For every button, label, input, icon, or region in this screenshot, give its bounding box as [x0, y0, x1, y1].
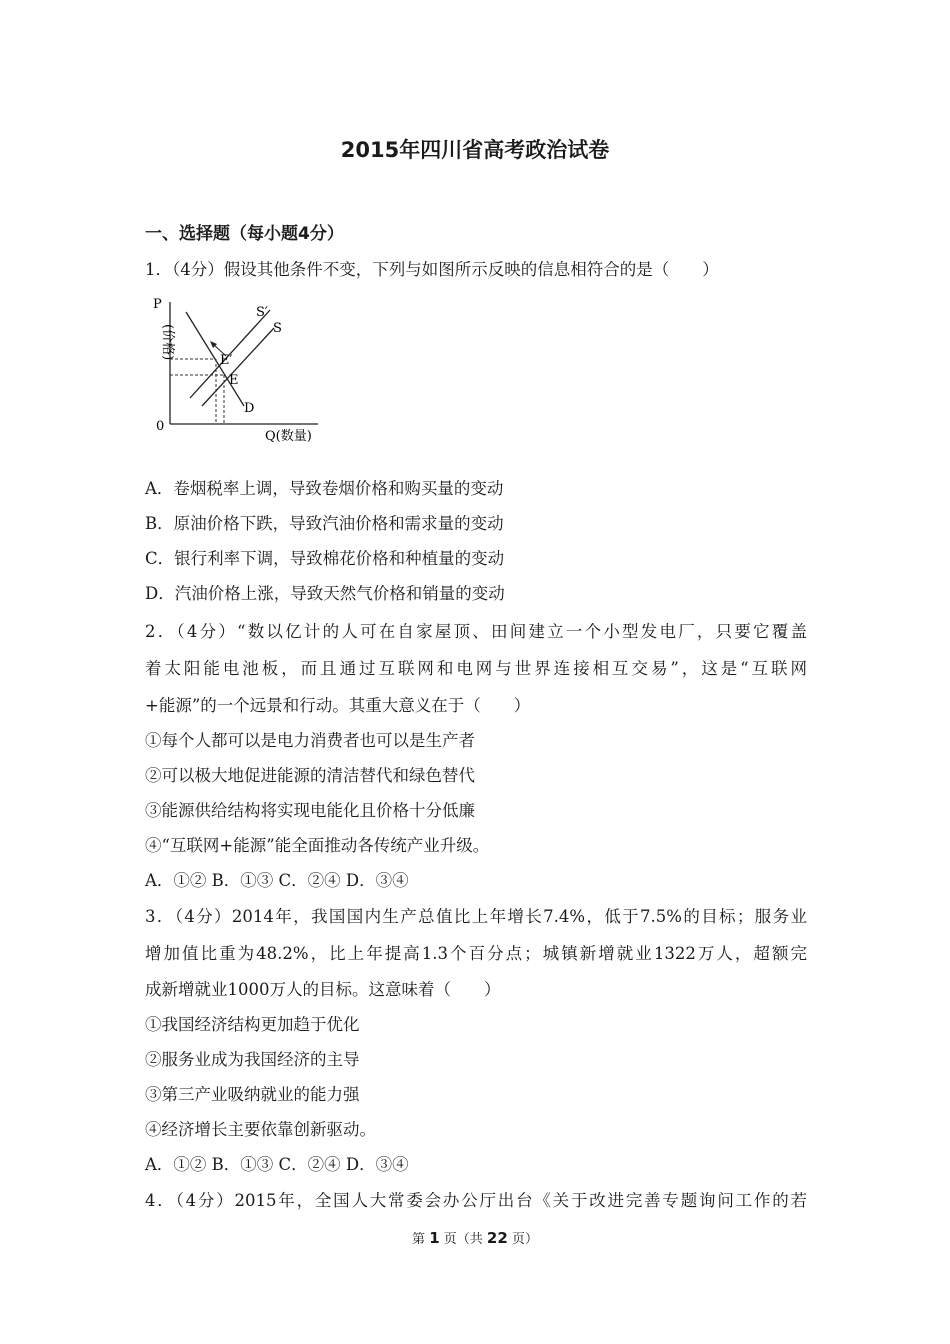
question-2-item-4: ④“互联网+能源”能全面推动各传统产业升级。 — [145, 836, 490, 855]
question-3-answer-options: A．①② B．①③ C．②④ D．③④ — [145, 1155, 409, 1174]
y-axis-label-cn: (价格) — [160, 324, 175, 361]
question-3-stem-line-1: 3．（4分）2014年，我国国内生产总值比上年增长7.4%，低于7.5%的目标；服务业 — [145, 907, 807, 926]
question-2-item-1: ①每个人都可以是电力消费者也可以是生产者 — [145, 731, 475, 750]
question-2-stem-line-2: 着太阳能电池板，而且通过互联网和电网与世界连接相互交易”，这是“互联网 — [145, 659, 807, 678]
question-1-option-d: D．汽油价格上涨，导致天然气价格和销量的变动 — [145, 584, 505, 603]
footer-total-pages: 22 — [486, 1229, 508, 1247]
footer-middle: 页（共 — [443, 1232, 483, 1247]
supply-curve-s — [202, 328, 274, 406]
footer-prefix: 第 — [412, 1232, 426, 1247]
question-2-stem-line-1: 2．（4分）“数以亿计的人可在自家屋顶、田间建立一个小型发电厂，只要它覆盖 — [145, 622, 807, 641]
question-3-stem-line-2: 增加值比重为48.2%，比上年提高1.3个百分点；城镇新增就业1322万人，超额完 — [145, 944, 807, 963]
question-2-item-3: ③能源供给结构将实现电能化且价格十分低廉 — [145, 801, 475, 820]
question-1-option-b: B．原油价格下跌，导致汽油价格和需求量的变动 — [145, 514, 504, 533]
section-heading: 一、选择题（每小题4分） — [145, 224, 344, 244]
question-3-item-1: ①我国经济结构更加趋于优化 — [145, 1015, 360, 1034]
question-1-option-c: C．银行利率下调，导致棉花价格和种植量的变动 — [145, 549, 505, 568]
label-s: S — [273, 321, 282, 336]
question-3-stem-line-3: 成新增就业1000万人的目标。这意味着（ ） — [145, 980, 501, 999]
label-e-prime: E′ — [220, 353, 233, 368]
supply-demand-figure — [140, 294, 330, 450]
label-e: E — [229, 373, 239, 388]
question-2-item-2: ②可以极大地促进能源的清洁替代和绿色替代 — [145, 766, 475, 785]
page-footer — [0, 1228, 950, 1247]
question-4-stem-line-1: 4．（4分）2015年，全国人大常委会办公厅出台《关于改进完善专题询问工作的若 — [145, 1191, 807, 1210]
question-2-stem-line-3: +能源”的一个远景和行动。其重大意义在于（ ） — [145, 696, 531, 715]
question-1-option-a: A．卷烟税率上调，导致卷烟价格和购买量的变动 — [145, 479, 504, 498]
question-3-item-2: ②服务业成为我国经济的主导 — [145, 1050, 360, 1069]
label-d: D — [244, 401, 255, 416]
question-3-item-3: ③第三产业吸纳就业的能力强 — [145, 1085, 360, 1104]
page-title: 2015年四川省高考政治试卷 — [340, 138, 610, 162]
origin-label: 0 — [156, 419, 165, 434]
question-2-answer-options: A．①② B．①③ C．②④ D．③④ — [145, 871, 409, 890]
y-axis-label: P — [153, 297, 162, 312]
question-1-stem: 1．（4分）假设其他条件不变，下列与如图所示反映的信息相符合的是（ ） — [145, 260, 719, 279]
footer-suffix: 页） — [511, 1232, 538, 1247]
footer-page-number: 1 — [429, 1229, 440, 1247]
label-s-prime: S′ — [256, 305, 268, 320]
x-axis-label: Q(数量) — [265, 429, 312, 444]
question-3-item-4: ④经济增长主要依靠创新驱动。 — [145, 1120, 376, 1139]
